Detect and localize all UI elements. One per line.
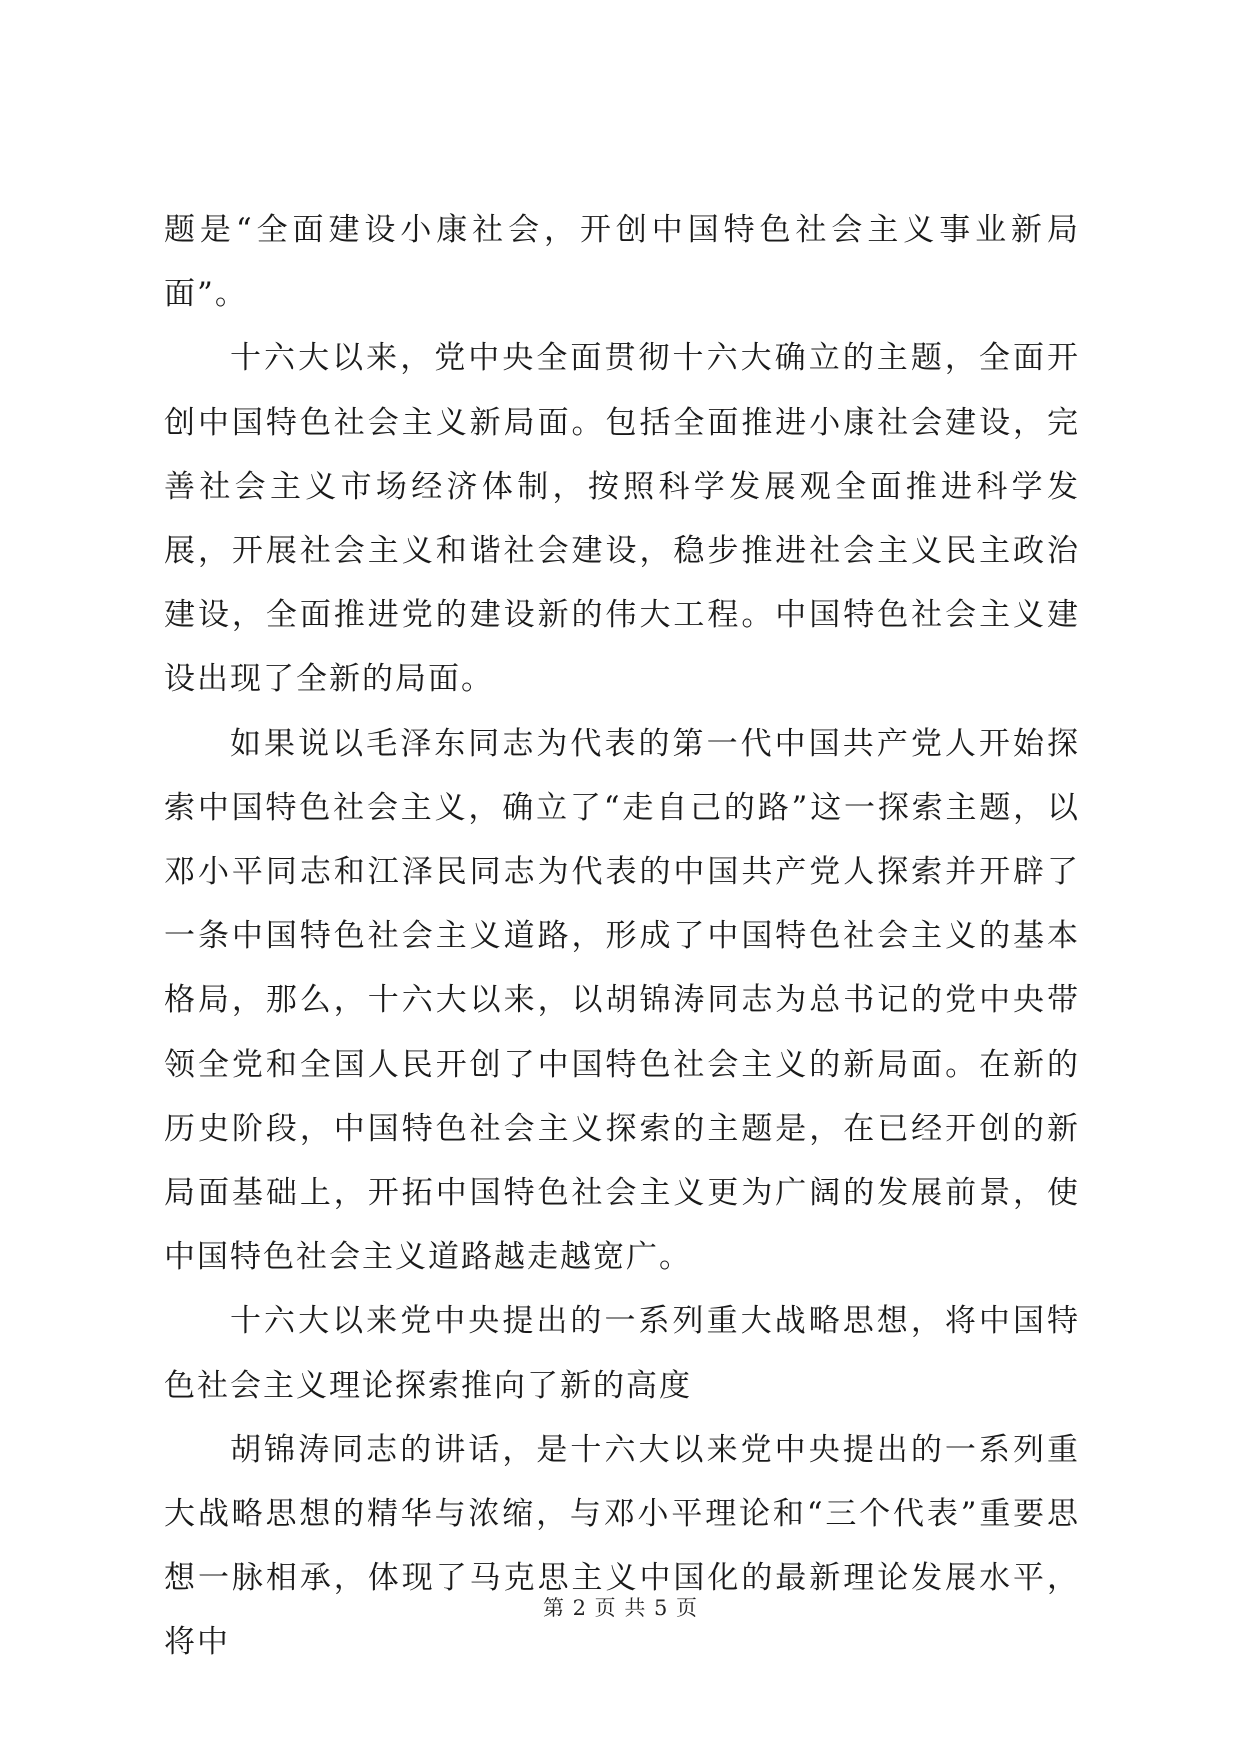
document-body: [164, 198, 1080, 1675]
paragraph-continuation: 题是“全面建设小康社会，开创中国特色社会主义事业新局面”。: [164, 212, 1080, 313]
paragraph-exploration-theme: 如果说以毛泽东同志为代表的第一代中国共产党人开始探索中国特色社会主义，确立了“走自己的路”这一探索主题，以邓小平同志和江泽民同志为代表的中国共产党人探索并开辟了一条中国特色社会主义道路，形成了中国特色社会主义的基本格局，那么，十六大以来，以胡锦涛同志为总书记的党中央带领全党和全国人民开创了中国特色社会主义的新局面。在新的历史阶段，中国特色社会主义探索的主题是，在已经开创的新局面基础上，开拓中国特色社会主义更为广阔的发展前景，使中国特色社会主义道路越走越宽广。: [164, 725, 1080, 1276]
paragraph-heading-strategic-thought: 十六大以来党中央提出的一系列重大战略思想，将中国特色社会主义理论探索推向了新的高度: [164, 1303, 1080, 1404]
paragraph-speech-essence: 胡锦涛同志的讲话，是十六大以来党中央提出的一系列重大战略思想的精华与浓缩，与邓小平理论和“三个代表”重要思想一脉相承，体现了马克思主义中国化的最新理论发展水平，将中: [164, 1431, 1080, 1661]
paragraph-new-situation: 十六大以来，党中央全面贯彻十六大确立的主题，全面开创中国特色社会主义新局面。包括全面推进小康社会建设，完善社会主义市场经济体制，按照科学发展观全面推进科学发展，开展社会主义和谐社会建设，稳步推进社会主义民主政治建设，全面推进党的建设新的伟大工程。中国特色社会主义建设出现了全新的局面。: [164, 340, 1080, 698]
page-number-footer: 第 2 页 共 5 页: [542, 1596, 699, 1620]
